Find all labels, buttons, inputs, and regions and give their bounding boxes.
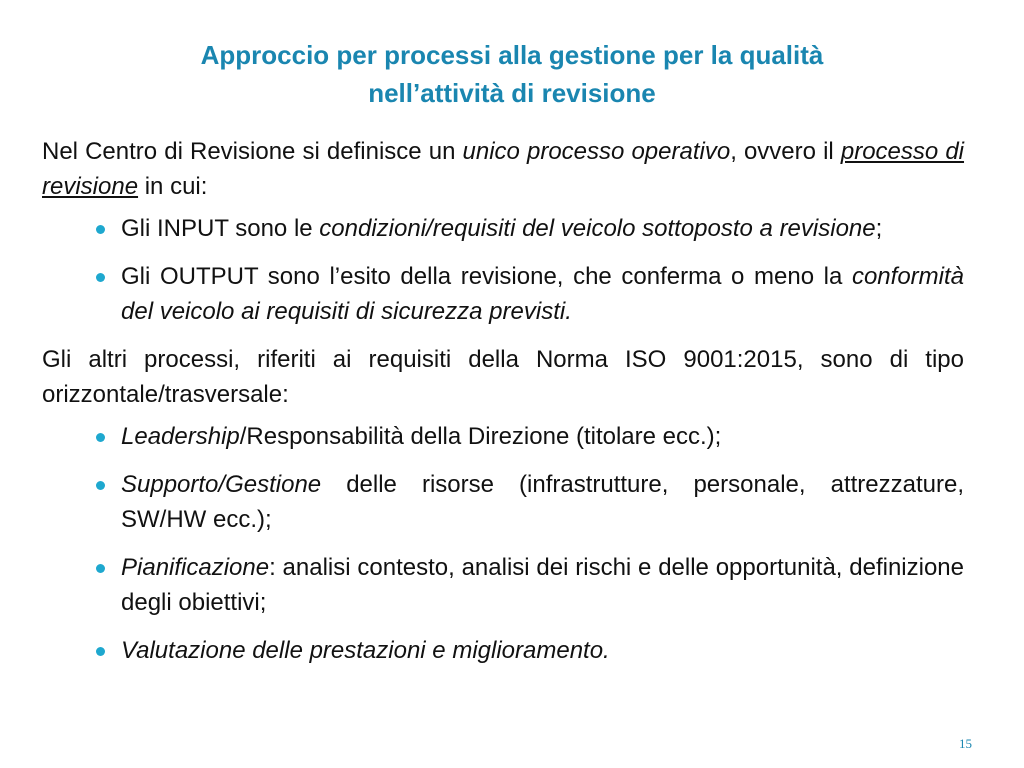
bullet-italic: condizioni/requisiti del veicolo sottoposto a revisione	[319, 215, 876, 242]
slide-title-line-2: nell’attività di revisione	[368, 78, 656, 108]
bullet-italic: Pianificazione	[121, 554, 270, 581]
bullet-italic: Valutazione delle prestazioni e miglioramento.	[121, 637, 610, 664]
process-bullet-list	[42, 211, 964, 329]
list-item	[42, 550, 964, 620]
bullet-text: Gli OUTPUT sono l’esito della revisione, che conferma o meno la	[121, 263, 852, 290]
intro-italic-phrase: unico processo operativo	[462, 138, 731, 165]
bullet-text: Gli INPUT sono le	[121, 215, 320, 242]
intro-paragraph	[42, 134, 964, 204]
slide-title	[0, 36, 1024, 112]
bullet-dot-icon	[96, 564, 105, 573]
bullet-dot-icon	[96, 647, 105, 656]
other-bullet-list	[42, 419, 964, 668]
intro-text: Nel Centro di Revisione si definisce un	[42, 138, 463, 165]
list-item	[42, 259, 964, 329]
intro-text: in cui:	[138, 173, 208, 200]
list-item	[42, 211, 964, 246]
slide-body	[42, 134, 964, 681]
bullet-dot-icon	[96, 225, 105, 234]
bullet-italic: Supporto/Gestione	[121, 471, 322, 498]
slide-title-line-1: Approccio per processi alla gestione per la qualità	[200, 40, 824, 70]
bullet-text: ;	[875, 215, 883, 242]
intro-underlined-phrase: processo di revisione	[42, 138, 965, 200]
bullet-dot-icon	[96, 433, 105, 442]
bullet-dot-icon	[96, 481, 105, 490]
list-item	[42, 633, 964, 668]
intro-text: , ovvero il	[730, 138, 841, 165]
list-item	[42, 467, 964, 537]
bullet-text: delle risorse (infrastrutture, personale, attrezzature, SW/HW ecc.);	[121, 471, 964, 533]
bullet-text: : analisi contesto, analisi dei rischi e delle opportunità, definizione degli obiettivi;	[121, 554, 964, 616]
bullet-italic: conformità del veicolo ai requisiti di sicurezza previsti.	[121, 263, 964, 325]
other-processes-paragraph: Gli altri processi, riferiti ai requisiti della Norma ISO 9001:2015, sono di tipo orizzontale/trasversale:	[42, 346, 964, 408]
bullet-dot-icon	[96, 273, 105, 282]
bullet-italic: Leadership	[121, 423, 240, 450]
list-item	[42, 419, 964, 454]
bullet-text: /Responsabilità della Direzione (titolare ecc.);	[239, 423, 722, 450]
page-number: 15	[959, 736, 972, 751]
